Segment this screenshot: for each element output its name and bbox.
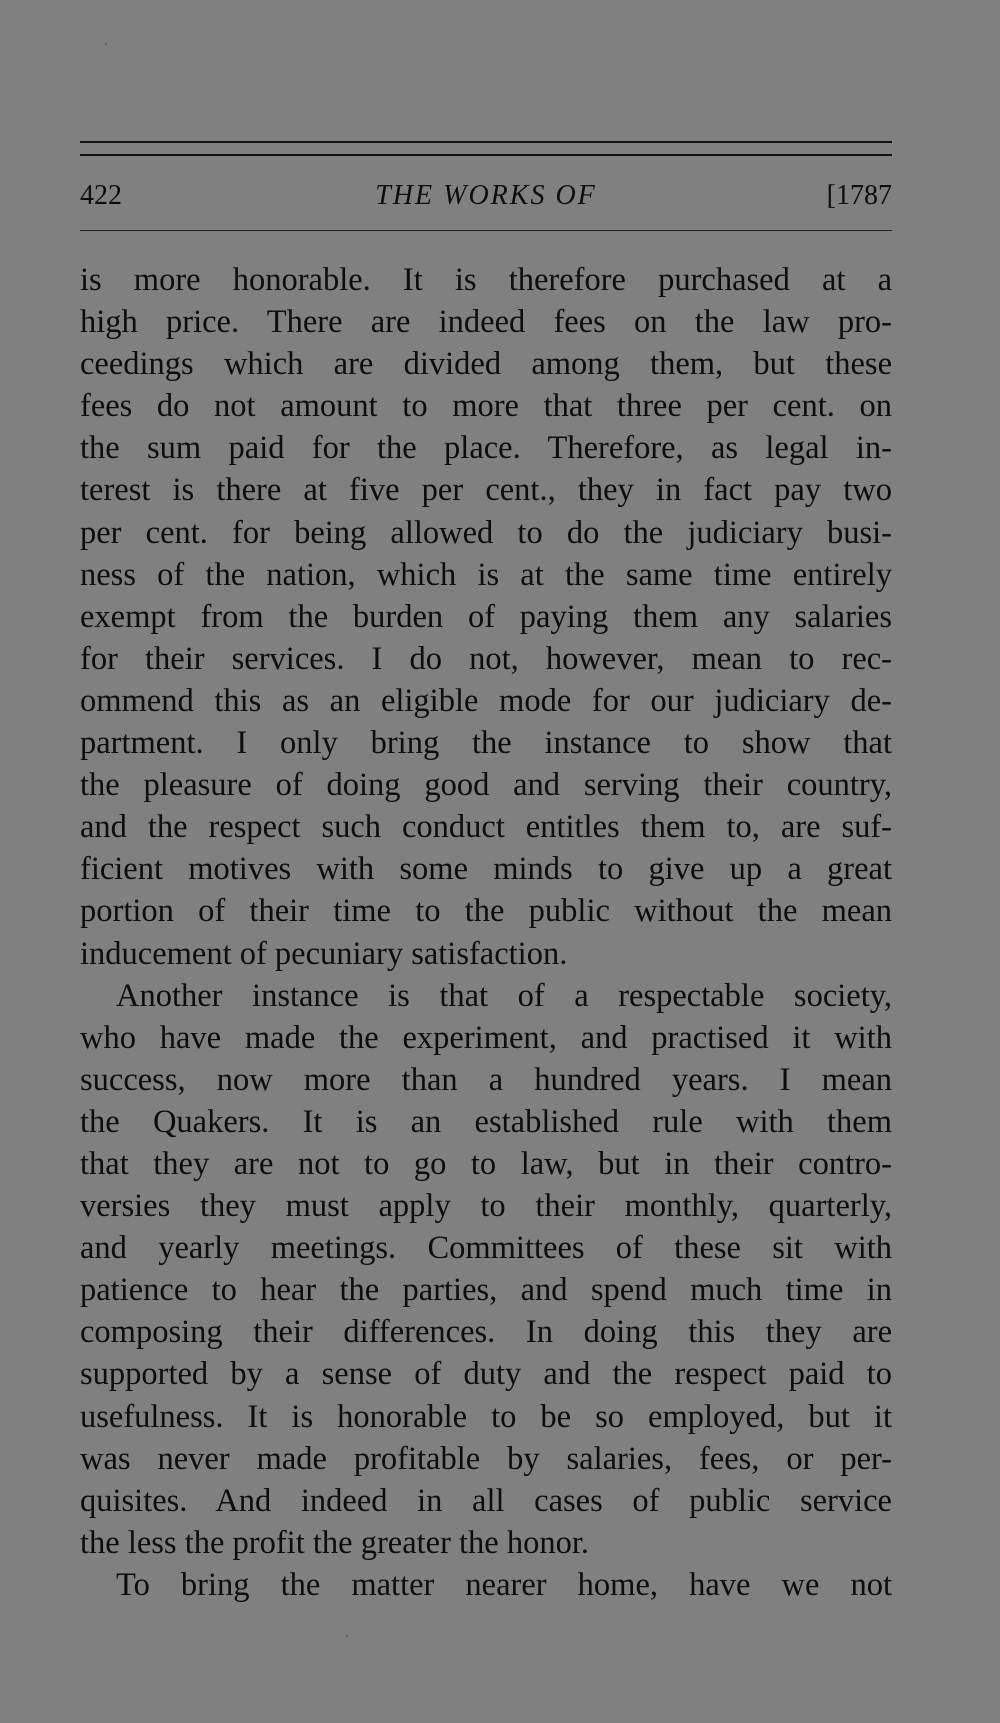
header-rule-second — [80, 154, 892, 156]
text-line: inducement of pecuniary satisfaction. — [80, 935, 568, 972]
paper-speck — [346, 1635, 348, 1637]
text-line: the Quakers. It is an established rule with them — [80, 1103, 892, 1140]
text-line: usefulness. It is honorable to be so employed, but it — [80, 1398, 892, 1435]
text-line: terest is there at five per cent., they in fact pay two — [80, 472, 892, 509]
text-line: partment. I only bring the instance to show that — [80, 725, 892, 762]
text-line: To bring the matter nearer home, have we not — [116, 1566, 892, 1603]
text-line: is more honorable. It is therefore purchased at a — [80, 262, 892, 298]
text-line: composing their differences. In doing this they are — [80, 1314, 892, 1351]
text-line: who have made the experiment, and practised it with — [80, 1019, 892, 1056]
running-year: [1787 — [826, 180, 892, 211]
text-line: high price. There are indeed fees on the law pro- — [80, 304, 892, 341]
text-line: ness of the nation, which is at the same time entirely — [80, 556, 892, 593]
header-rule-top — [80, 141, 892, 143]
paper-speck — [105, 43, 107, 45]
text-line: Another instance is that of a respectable society, — [116, 977, 892, 1014]
text-line: ommend this as an eligible mode for our judiciary de- — [80, 682, 892, 719]
running-title: THE WORKS OF — [375, 180, 597, 211]
page-number: 422 — [80, 180, 122, 211]
body-text — [80, 259, 892, 1606]
text-line: fees do not amount to more that three per cent. on — [80, 388, 892, 425]
text-line: was never made profitable by salaries, fees, or per- — [80, 1440, 892, 1477]
text-line: the less the profit the greater the honor. — [80, 1524, 590, 1561]
text-line: the sum paid for the place. Therefore, as legal in- — [80, 430, 892, 467]
header-rule-bottom — [80, 230, 892, 231]
text-line: ceedings which are divided among them, but these — [80, 346, 892, 383]
text-line: success, now more than a hundred years. I mean — [80, 1061, 892, 1098]
text-line: exempt from the burden of paying them any salaries — [80, 598, 892, 635]
text-line: per cent. for being allowed to do the judiciary busi- — [80, 514, 892, 551]
text-line: quisites. And indeed in all cases of public service — [80, 1482, 892, 1519]
text-line: for their services. I do not, however, mean to rec- — [80, 640, 892, 677]
text-line: and yearly meetings. Committees of these sit with — [80, 1230, 892, 1267]
text-line: that they are not to go to law, but in their contro- — [80, 1145, 892, 1182]
text-line: patience to hear the parties, and spend much time in — [80, 1272, 892, 1309]
running-head — [80, 178, 892, 214]
text-line: versies they must apply to their monthly, quarterly, — [80, 1188, 892, 1225]
text-line: supported by a sense of duty and the respect paid to — [80, 1356, 892, 1393]
text-line: portion of their time to the public without the mean — [80, 893, 892, 930]
text-line: ficient motives with some minds to give up a great — [80, 851, 892, 888]
text-line: the pleasure of doing good and serving their country, — [80, 767, 892, 804]
text-line: and the respect such conduct entitles them to, are suf- — [80, 809, 892, 846]
